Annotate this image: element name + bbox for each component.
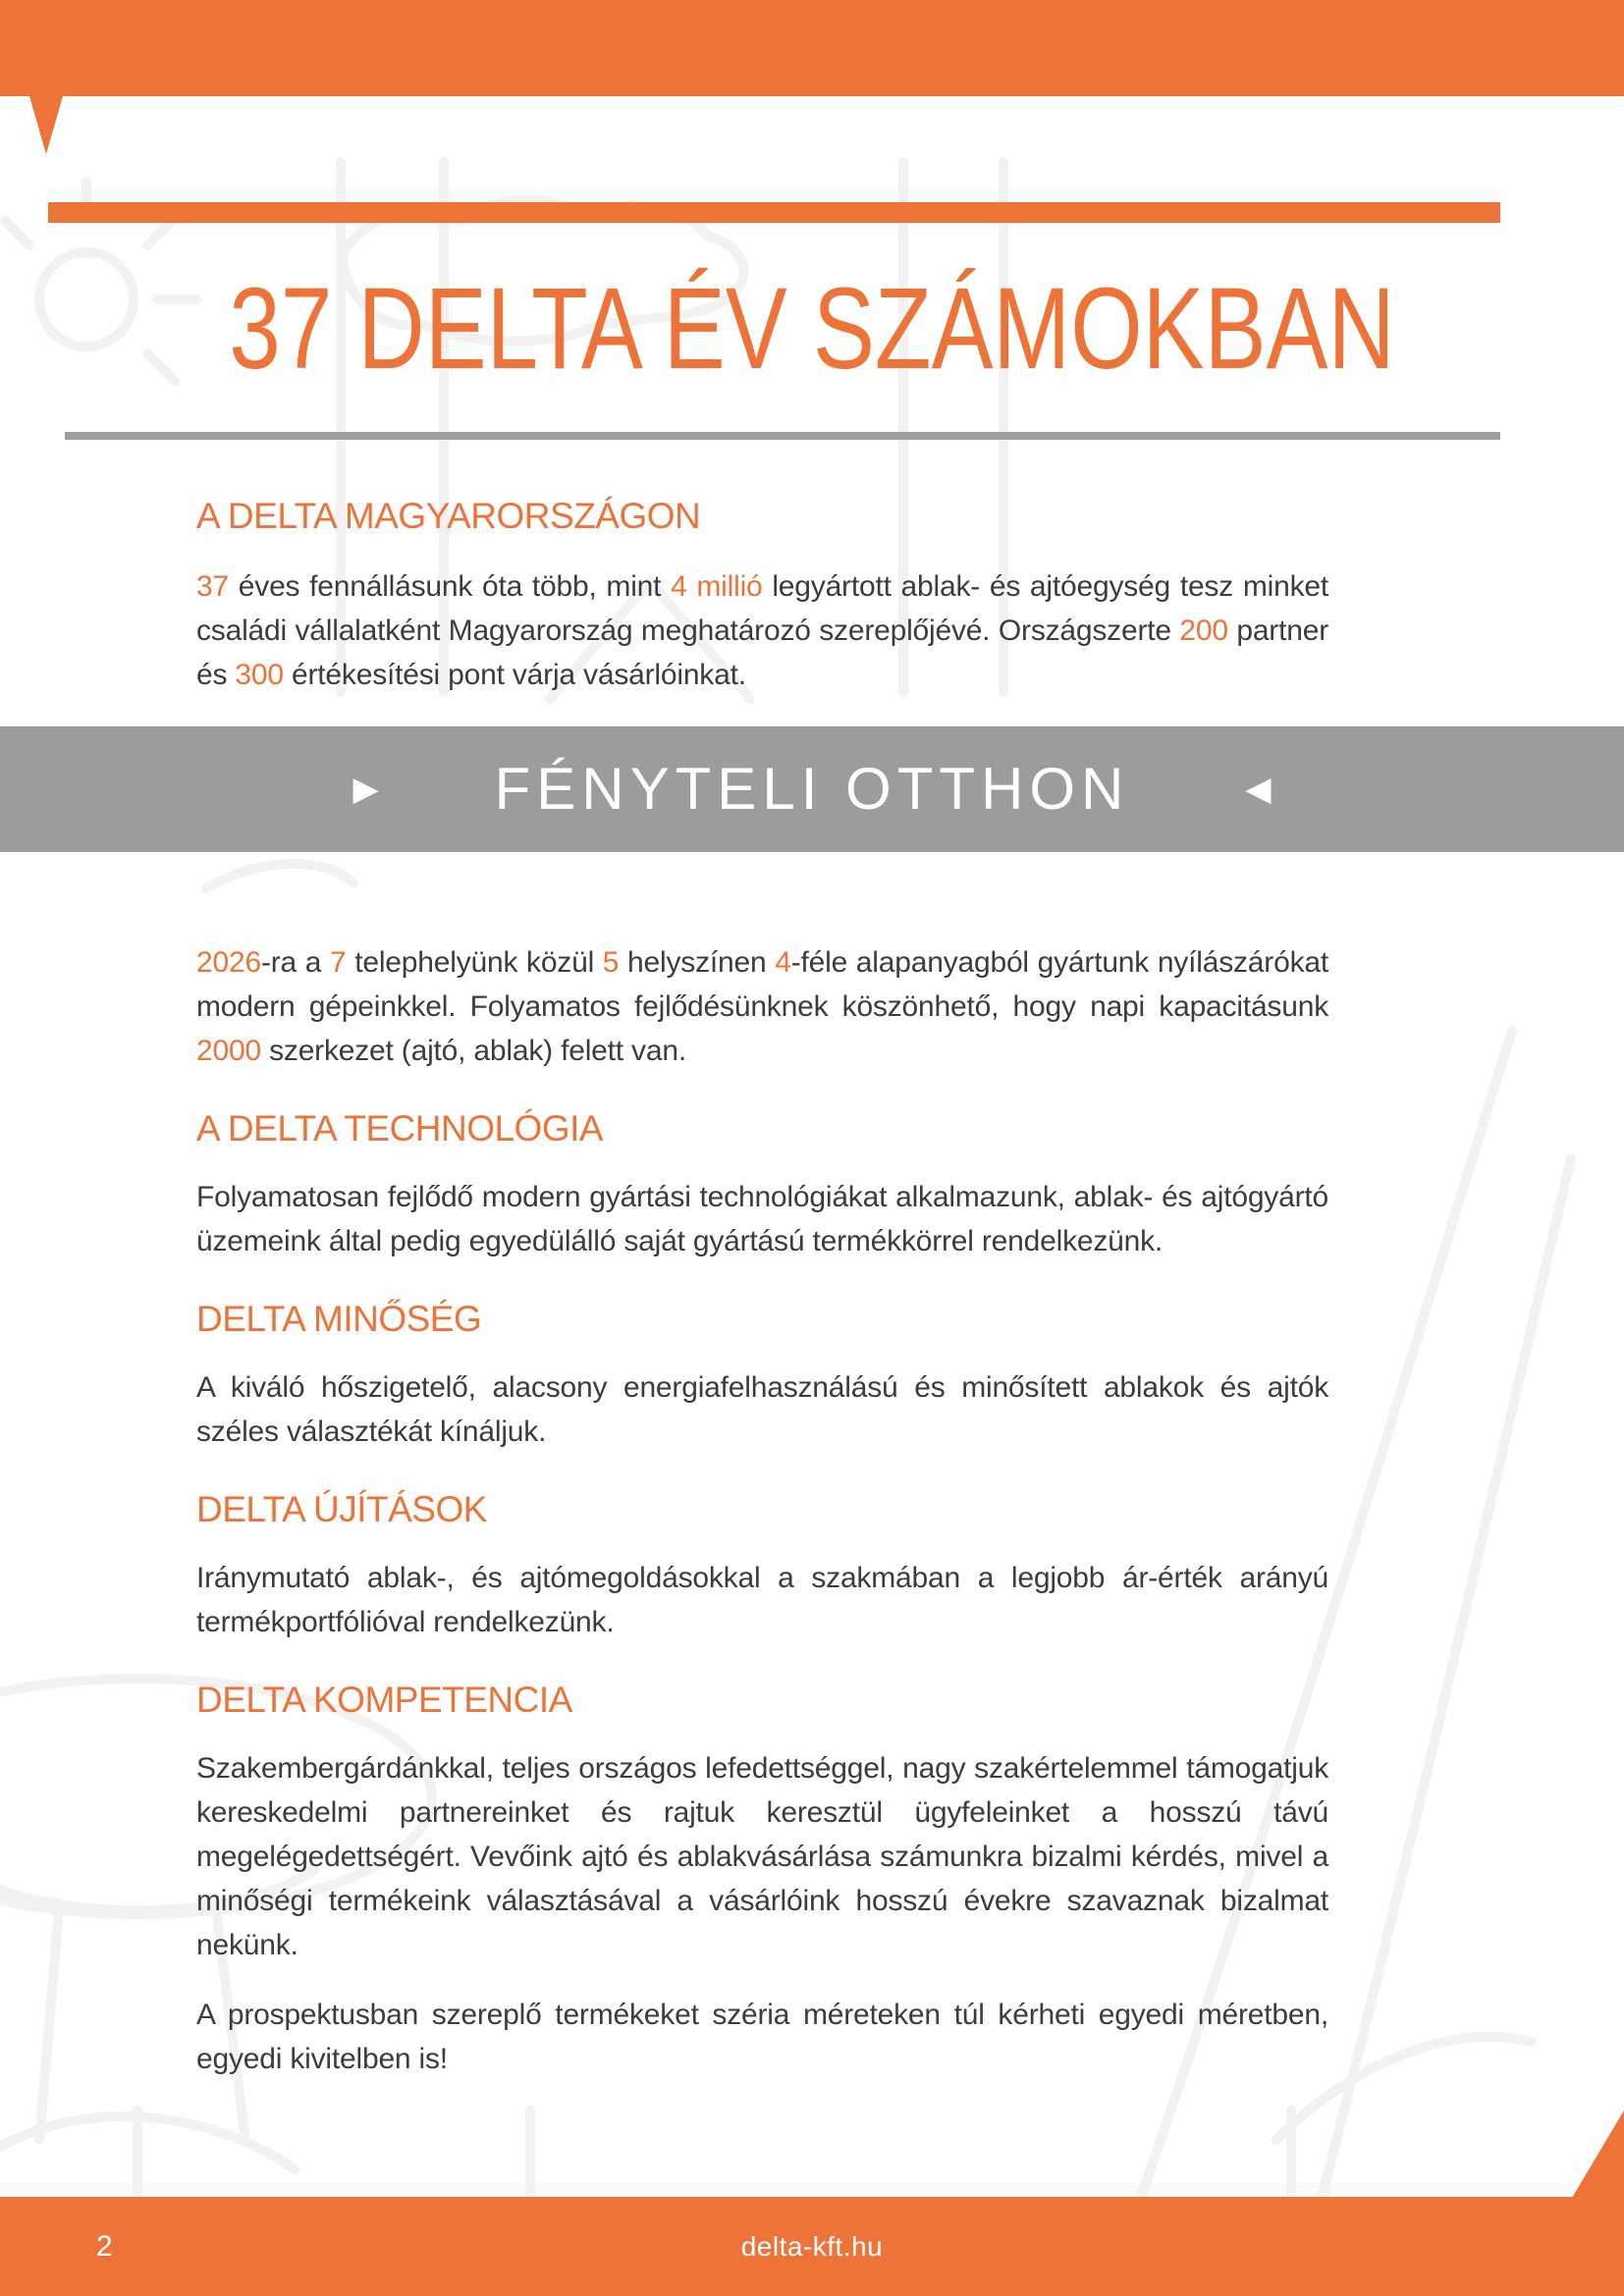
paragraph-egyedi-meret	[196, 1993, 1328, 2081]
paragraph-kompetencia	[196, 1746, 1328, 1967]
body-text: Szakembergárdánkkal, teljes országos lefedettséggel, nagy szakértelemmel támogatjuk kereskedelmi partnereinket és rajtuk keresztül ügyfeleinket a hosszú távú megelégedettségért. Vevőink ajtó és ablakvásárlása számunkra bizalmi kérdés, mivel a minőségi termékeink választásával a vásárlóink hosszú évekre szavaznak bizalmat nekünk.	[196, 1752, 1328, 1961]
paragraph-magyarorszagon	[196, 564, 1328, 697]
section-heading-kompetencia: DELTA KOMPETENCIA	[196, 1680, 572, 1720]
body-text: Iránymutató ablak-, és ajtómegoldásokkal a szakmában a legjobb ár-érték arányú termékportfólióval rendelkezünk.	[196, 1562, 1328, 1638]
body-text: telephelyünk közül	[346, 946, 603, 979]
body-text: -féle alapanyagból gyártunk nyílászárókat modern gépeinkkel. Folyamatos fejlődésünknek köszönhető, hogy napi kapacitásunk	[196, 946, 1328, 1023]
main-content	[196, 940, 1328, 2081]
body-text: A prospektusban szereplő termékeket széria méreteken túl kérheti egyedi méretben, egyedi kivitelben is!	[196, 1999, 1328, 2075]
highlighted-number: 37	[196, 570, 229, 603]
body-text: értékesítési pont várja vásárlóinkat.	[283, 659, 746, 691]
body-text: partner és	[196, 614, 1328, 691]
header-band	[0, 0, 1624, 96]
section-magyarorszagon	[196, 496, 1328, 697]
highlighted-number: 300	[235, 659, 284, 691]
body-text: legyártott ablak- és ajtóegység tesz minket családi vállalatként Magyarország meghatározó szereplőjévé. Országszerte	[196, 570, 1328, 647]
section-heading-minoseg: DELTA MINŐSÉG	[196, 1299, 482, 1339]
gray-divider-rule	[65, 432, 1500, 440]
site-url: delta-kft.hu	[740, 2230, 884, 2262]
orange-divider-rule	[48, 202, 1500, 223]
paragraph-technologia	[196, 1175, 1328, 1263]
body-text: szerkezet (ajtó, ablak) felett van.	[260, 1035, 686, 1067]
highlighted-number: 4	[775, 946, 791, 979]
body-text: A kiváló hőszigetelő, alacsony energiafelhasználású és minősített ablakok és ajtók széles választékát kínáljuk.	[196, 1371, 1328, 1448]
section-heading-magyarorszagon: A DELTA MAGYARORSZÁGON	[196, 496, 701, 536]
paragraph-minoseg	[196, 1365, 1328, 1454]
highlighted-number: 7	[329, 946, 347, 979]
triangle-left-icon: ◀	[1245, 770, 1272, 809]
body-text: éves fennállásunk óta több, mint	[228, 570, 672, 603]
body-text: Folyamatosan fejlődő modern gyártási technológiákat alkalmazunk, ablak- és ajtógyártó üzemeink által pedig egyedülálló saját gyártású termékkörrel rendelkezünk.	[196, 1181, 1328, 1257]
paragraph-production	[196, 940, 1328, 1073]
banner-label: FÉNYTELI OTTHON	[494, 756, 1130, 822]
highlighted-number: 4 millió	[671, 570, 763, 603]
body-text: helyszínen	[619, 946, 776, 979]
fenyteli-otthon-banner	[0, 726, 1624, 852]
body-text: -ra a	[260, 946, 330, 979]
paragraph-gap	[196, 1967, 1328, 1993]
highlighted-number: 200	[1179, 614, 1228, 647]
section-heading-ujitasok: DELTA ÚJÍTÁSOK	[196, 1489, 487, 1529]
highlighted-number: 5	[602, 946, 620, 979]
footer-band	[0, 2197, 1624, 2296]
page-title: 37 DELTA ÉV SZÁMOKBAN	[229, 264, 1395, 394]
page-number: 2	[96, 2229, 113, 2263]
highlighted-number: 2000	[196, 1035, 261, 1067]
paragraph-ujitasok	[196, 1556, 1328, 1644]
section-heading-technologia: A DELTA TECHNOLÓGIA	[196, 1108, 604, 1148]
highlighted-number: 2026	[196, 946, 261, 979]
triangle-right-icon: ▶	[352, 770, 379, 809]
